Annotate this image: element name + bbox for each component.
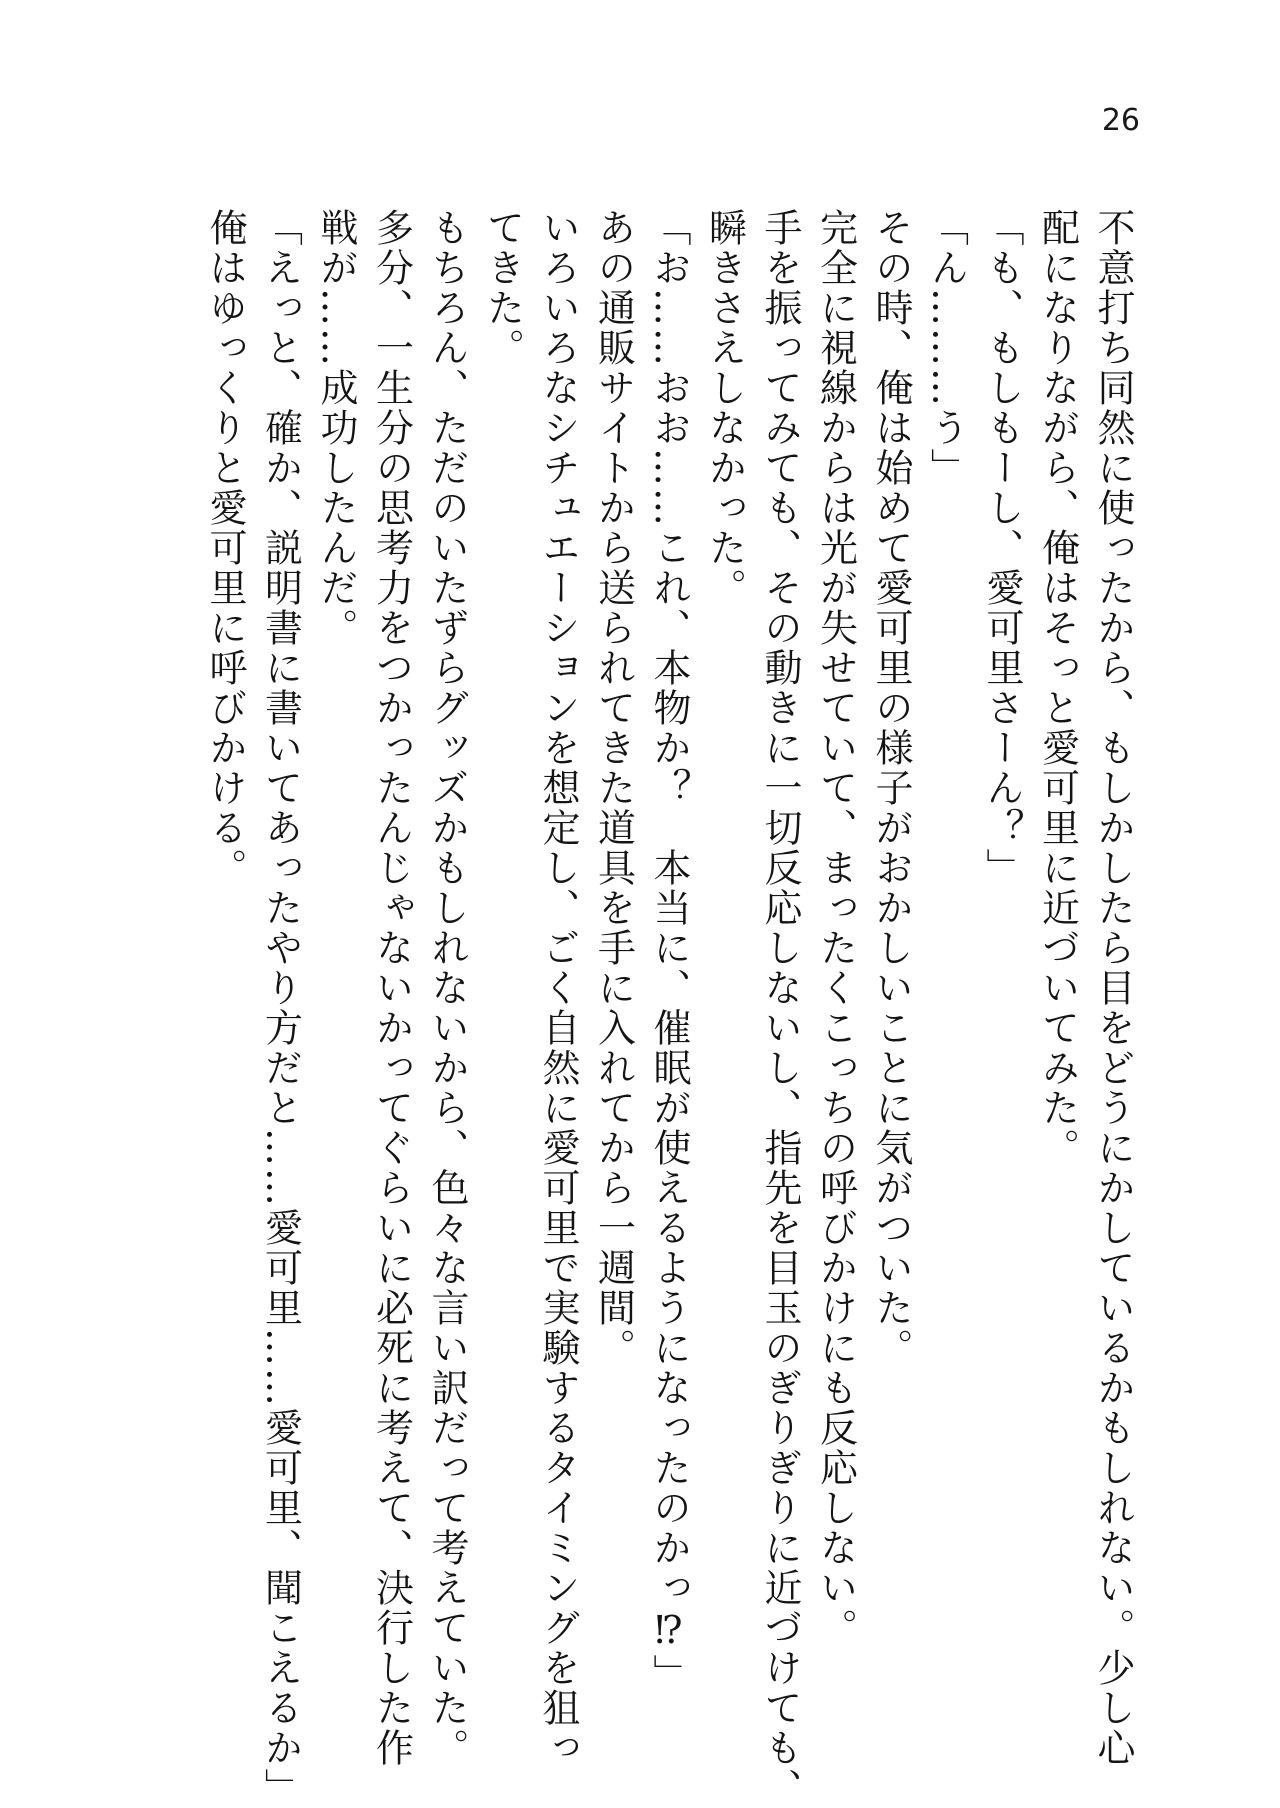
text-line: あの通販サイトから送られてきた道具を手に入れてから一週間。 [591, 208, 636, 1368]
text-line: 「お……おお……これ、本物か？ 本当に、催眠が使えるようになったのかっ⁉」 [647, 208, 691, 1694]
text-line: 多分、一生分の思考力をつかったんじゃないかってぐらいに必死に考えて、決行した作 [369, 208, 414, 1768]
text-line: てきた。 [480, 208, 525, 368]
text-line: 「えっと、確か、説明書に書いてあったやり方だと……愛可里……愛可里、聞こえるか」 [258, 208, 303, 1808]
text-line: 俺はゆっくりと愛可里に呼びかける。 [203, 208, 247, 888]
body-text [197, 208, 1141, 1808]
page-number: 26 [1101, 103, 1140, 138]
text-line: 瞬きさえしなかった。 [702, 208, 747, 608]
text-line: 手を振ってみても、その動きに一切反応しないし、指先を目玉のぎりぎりに近づけても、 [758, 208, 802, 1808]
text-line: 「も、もしもーし、愛可里さーん？」 [980, 208, 1024, 888]
text-line: 戦が……成功したんだ。 [314, 208, 358, 648]
text-line: その時、俺は始めて愛可里の様子がおかしいことに気がついた。 [869, 208, 913, 1368]
text-line: 「ん………う」 [924, 208, 969, 488]
text-line: 完全に視線からは光が失せていて、まったくこっちの呼びかけにも反応しない。 [813, 208, 858, 1648]
text-line: もちろん、ただのいたずらグッズかもしれないから、色々な言い訳だって考えていた。 [425, 208, 469, 1768]
text-line: いろいろなシチュエーションを想定し、ごく自然に愛可里で実験するタイミングを狙っ [536, 208, 580, 1768]
text-line: 配になりながら、俺はそっと愛可里に近づいてみた。 [1035, 208, 1080, 1168]
text-line: 不意打ち同然に使ったから、もしかしたら目をどうにかしているかもしれない。少し心 [1091, 208, 1135, 1768]
